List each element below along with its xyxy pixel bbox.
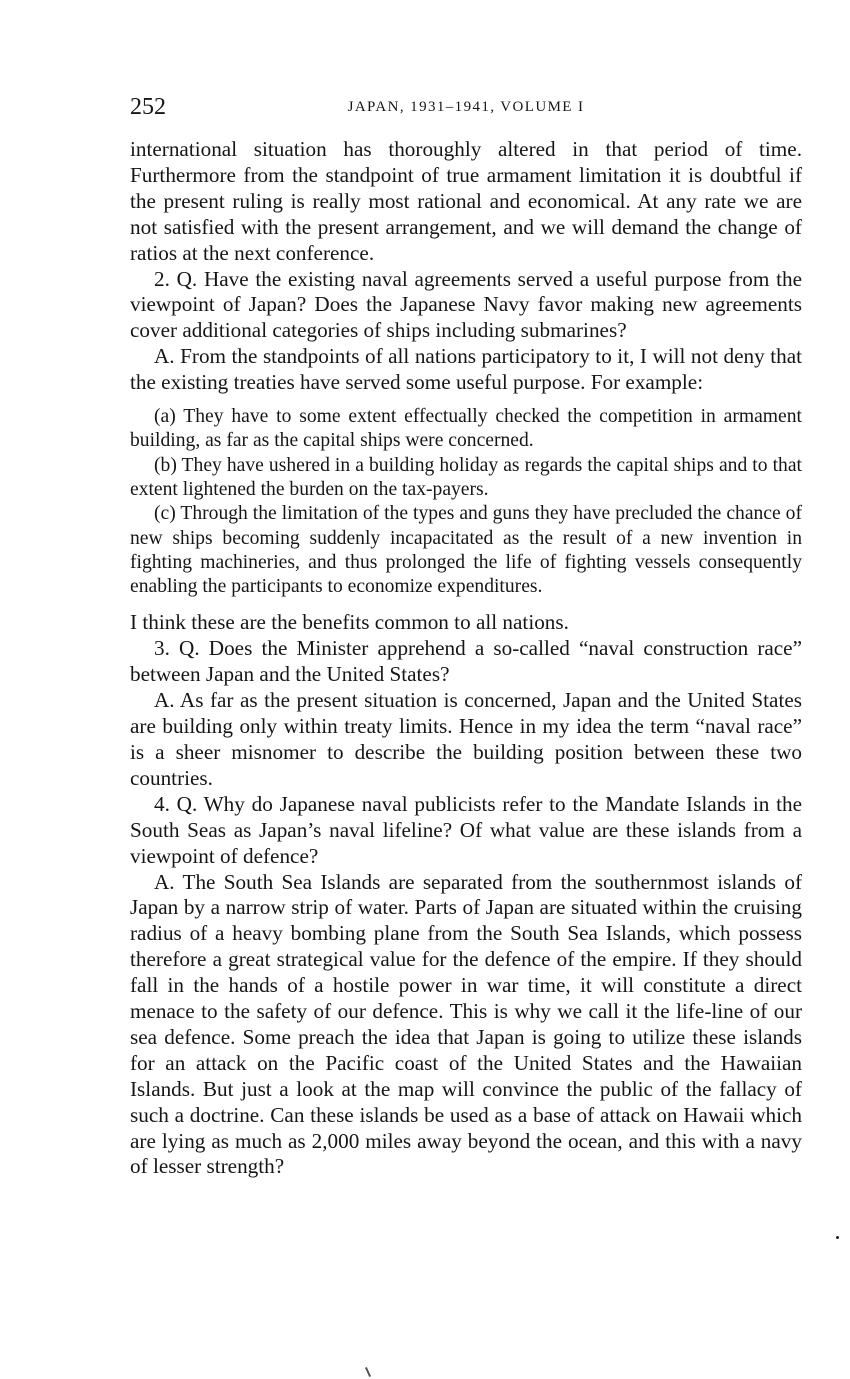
list-item-c: (c) Through the limitation of the types and guns they have precluded the chance of new ships becoming suddenly incapacitated as the result of a new invention in fighting machineries, and thus prolonged the life of fighting vessels consequently enabling the participants to economize expenditures.	[130, 503, 802, 598]
benefits-summary: I think these are the benefits common to all nations.	[130, 610, 569, 635]
benefits-list	[130, 405, 802, 599]
answer-3: A. As far as the present situation is concerned, Japan and the United States are building only within treaty limits. Hence in my idea the term “naval race” is a sheer misnomer to describe the building position between these two countries.	[130, 688, 802, 790]
question-2: 2. Q. Have the existing naval agreements served a useful purpose from the viewpoint of Japan? Does the Japanese Navy favor making new agreements cover additional categories of ships including submarines?	[130, 266, 802, 343]
list-item-a: (a) They have to some extent effectually checked the competition in armament building, as far as the capital ships were concerned.	[130, 406, 802, 452]
question-3: 3. Q. Does the Minister apprehend a so-called “naval construction race” between Japan and the United States?	[130, 636, 802, 687]
list-item-b: (b) They have ushered in a building holiday as regards the capital ships and to that extent lightened the burden on the tax-payers.	[130, 454, 802, 500]
page-header	[130, 92, 802, 122]
question-4: 4. Q. Why do Japanese naval publicists refer to the Mandate Islands in the South Seas as Japan’s naval lifeline? Of what value are these islands from a viewpoint of defence?	[130, 791, 802, 868]
page-body	[130, 137, 802, 1180]
page-number: 252	[130, 94, 166, 120]
scan-speck	[836, 1236, 839, 1239]
answer-2: A. From the standpoints of all nations participatory to it, I will not deny that the existing treaties have served some useful purpose. For example:	[130, 344, 802, 395]
answer-4: A. The South Sea Islands are separated from the southernmost islands of Japan by a narrow strip of water. Parts of Japan are situated within the cruising radius of a heavy bombing plane from the South Sea Islands, which possess therefore a great strategical value for the defence of the empire. If they should fall in the hands of a hostile power in war time, it will constitute a direct menace to the safety of our defence. This is why we call it the life-line of our sea defence. Some preach the idea that Japan is going to utilize these islands for an attack on the Pacific coast of the United States and the Hawaiian Islands. But just a look at the map will convince the public of the fallacy of such a doctrine. Can these islands be used as a base of attack on Hawaii which are lying as much as 2,000 miles away beyond the ocean, and this with a navy of lesser strength?	[130, 869, 802, 1179]
running-head: JAPAN, 1931–1941, VOLUME I	[347, 99, 585, 115]
paragraph-continuation: international situation has thoroughly altered in that period of time. Furthermore from the standpoint of true armament limitation it is doubtful if the present ruling is really most rational and economical. At any rate we are not satisfied with the present arrangement, and we will demand the change of ratios at the next conference.	[130, 137, 802, 265]
scan-mark	[365, 1367, 371, 1377]
